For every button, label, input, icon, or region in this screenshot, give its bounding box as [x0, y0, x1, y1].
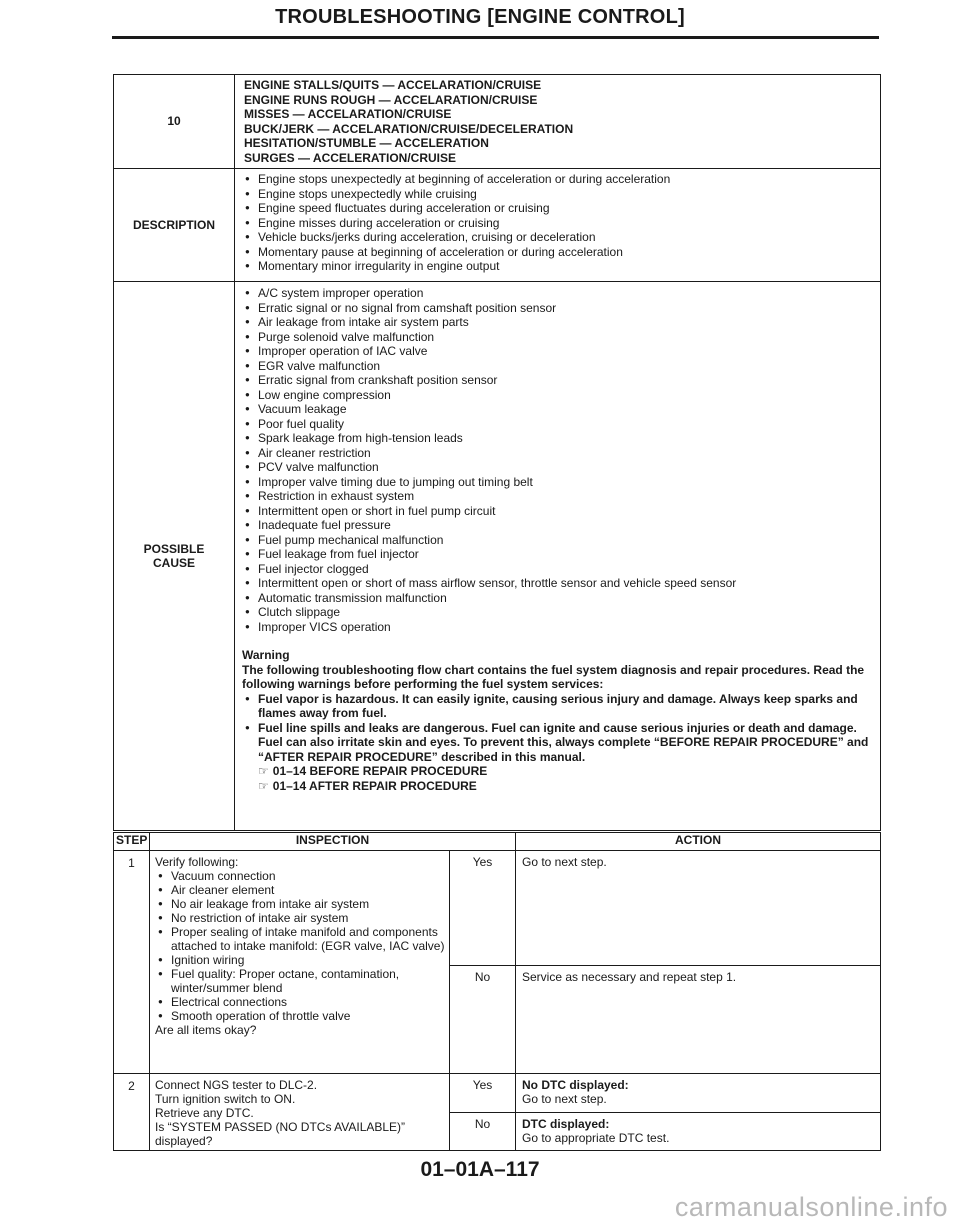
cause-item: ● Improper VICS operation: [242, 620, 880, 635]
inspection-item: ● Electrical connections: [155, 995, 445, 1009]
reference-pointer-icon: ☞: [258, 778, 269, 793]
cause-item: ● Inadequate fuel pressure: [242, 518, 880, 533]
warning-item: ● Fuel vapor is hazardous. It can easily ignite, causing serious injury and damage. Always keep sparks and flames away from fuel.: [242, 692, 870, 721]
cause-item: ● A/C system improper operation: [242, 286, 880, 301]
step-intro: Verify following:: [155, 855, 239, 869]
symptom-heading: BUCK/JERK — ACCELARATION/CRUISE/DECELERATION: [244, 121, 574, 136]
step-row: [114, 1074, 881, 1113]
step-number: 1: [114, 851, 150, 1074]
step-line: Turn ignition switch to ON.: [155, 1092, 296, 1106]
cause-item: ● Air cleaner restriction: [242, 446, 880, 461]
description-item: ● Engine misses during acceleration or cruising: [242, 216, 880, 231]
page-number: 01–01A–117: [420, 1158, 540, 1181]
no-action: Service as necessary and repeat step 1.: [516, 966, 881, 1074]
cause-item: ● Fuel pump mechanical malfunction: [242, 533, 880, 548]
cause-item: ● Intermittent open or short of mass airflow sensor, throttle sensor and vehicle speed sensor: [242, 576, 880, 591]
warning-intro: The following troubleshooting flow chart contains the fuel system diagnosis and repair procedures. Read the following warnings before performing the fuel system services:: [242, 662, 865, 691]
symptom-number: 10: [114, 75, 235, 169]
possible-cause-row: [114, 282, 881, 831]
inspection-header: INSPECTION: [150, 833, 516, 851]
cause-item: ● Fuel injector clogged: [242, 562, 880, 577]
inspection-item: ● Vacuum connection: [155, 869, 445, 883]
cause-item: ● Improper valve timing due to jumping out timing belt: [242, 475, 880, 490]
step-question: Are all items okay?: [155, 1023, 257, 1037]
no-label: No: [450, 1113, 516, 1151]
step-line: Retrieve any DTC.: [155, 1106, 254, 1120]
description-content: [235, 169, 881, 282]
cause-item: ● Intermittent open or short in fuel pump circuit: [242, 504, 880, 519]
action-title: No DTC displayed:: [522, 1078, 629, 1092]
cause-item: ● Low engine compression: [242, 388, 880, 403]
yes-action: [516, 1074, 881, 1113]
possible-cause-label-line: CAUSE: [152, 556, 195, 570]
reference-link[interactable]: 01–14 BEFORE REPAIR PROCEDURE: [272, 764, 488, 778]
inspection-item: ● Air cleaner element: [155, 883, 445, 897]
description-item: ● Engine speed fluctuates during acceleration or cruising: [242, 201, 880, 216]
watermark: carmanualsonline.info: [674, 1192, 948, 1222]
cause-item: ● Poor fuel quality: [242, 417, 880, 432]
cause-item: ● Erratic signal from crankshaft position sensor: [242, 373, 880, 388]
title-rule: [112, 36, 879, 39]
yes-action: Go to next step.: [516, 851, 881, 966]
cause-item: ● Automatic transmission malfunction: [242, 591, 880, 606]
inspection-item: ● No air leakage from intake air system: [155, 897, 445, 911]
warning-item: ● Fuel line spills and leaks are dangerous. Fuel can ignite and cause serious injuries or death and damage. Fuel can also irritate skin and eyes. To prevent this, always complete “BEFORE REPAIR PROCEDURE” and “AFTER REPAIR PROCEDURE” described in this manual.: [242, 721, 870, 765]
action-text: Go to appropriate DTC test.: [522, 1131, 670, 1146]
inspection-list: [155, 869, 445, 1023]
action-text: Go to next step.: [522, 1092, 607, 1106]
step-inspection: [150, 1074, 450, 1151]
cause-item: ● Restriction in exhaust system: [242, 489, 880, 504]
action-title: DTC displayed:: [522, 1117, 610, 1132]
yes-label: Yes: [450, 851, 516, 966]
inspection-item: ● Proper sealing of intake manifold and components attached to intake manifold: (EGR valve, IAC valve): [155, 925, 445, 953]
cause-item: ● Clutch slippage: [242, 605, 880, 620]
description-item: ● Engine stops unexpectedly at beginning of acceleration or during acceleration: [242, 172, 880, 187]
no-label: No: [450, 966, 516, 1074]
warning-heading: Warning: [242, 648, 290, 662]
reference-line: [242, 779, 870, 794]
steps-table: [113, 832, 881, 1151]
warning-block: [242, 648, 880, 793]
description-list: [242, 172, 880, 274]
description-label: DESCRIPTION: [114, 169, 235, 282]
possible-cause-content: [235, 282, 881, 831]
step-line: Connect NGS tester to DLC-2.: [155, 1078, 318, 1092]
cause-item: ● Purge solenoid valve malfunction: [242, 330, 880, 345]
cause-item: ● Improper operation of IAC valve: [242, 344, 880, 359]
cause-item: ● Erratic signal or no signal from camshaft position sensor: [242, 301, 880, 316]
cause-item: ● Fuel leakage from fuel injector: [242, 547, 880, 562]
step-line: Is “SYSTEM PASSED (NO DTCs AVAILABLE)” displayed?: [155, 1120, 406, 1148]
description-item: ● Momentary minor irregularity in engine output: [242, 259, 880, 274]
step-header: STEP: [114, 833, 150, 851]
reference-pointer-icon: ☞: [258, 764, 269, 778]
possible-cause-list: [242, 286, 880, 634]
page-title: TROUBLESHOOTING [ENGINE CONTROL]: [275, 6, 685, 28]
description-item: ● Vehicle bucks/jerks during acceleration, cruising or deceleration: [242, 230, 880, 245]
yes-label: Yes: [450, 1074, 516, 1113]
cause-item: ● Vacuum leakage: [242, 402, 880, 417]
no-action: [516, 1113, 881, 1151]
symptom-headings: [235, 75, 881, 169]
symptom-heading: ENGINE RUNS ROUGH — ACCELARATION/CRUISE: [244, 92, 538, 107]
cause-item: ● PCV valve malfunction: [242, 460, 880, 475]
reference-line: [242, 764, 870, 779]
symptom-heading: MISSES — ACCELARATION/CRUISE: [244, 107, 452, 121]
symptom-heading: ENGINE STALLS/QUITS — ACCELARATION/CRUISE: [244, 78, 542, 92]
step-row: [114, 851, 881, 966]
inspection-item: ● Smooth operation of throttle valve: [155, 1009, 445, 1023]
reference-link[interactable]: 01–14 AFTER REPAIR PROCEDURE: [272, 778, 477, 793]
action-header: ACTION: [516, 833, 881, 851]
cause-item: ● Spark leakage from high-tension leads: [242, 431, 880, 446]
description-row: [114, 169, 881, 282]
symptom-heading: HESITATION/STUMBLE — ACCELERATION: [244, 136, 489, 150]
symptom-table: [113, 74, 881, 831]
description-item: ● Momentary pause at beginning of acceleration or during acceleration: [242, 245, 880, 260]
inspection-item: ● Ignition wiring: [155, 953, 445, 967]
possible-cause-label: [114, 282, 235, 831]
description-item: ● Engine stops unexpectedly while cruising: [242, 187, 880, 202]
warning-list: [242, 692, 870, 765]
cause-item: ● EGR valve malfunction: [242, 359, 880, 374]
inspection-item: ● Fuel quality: Proper octane, contamination, winter/summer blend: [155, 967, 445, 995]
symptom-heading: SURGES — ACCELERATION/CRUISE: [244, 150, 457, 165]
inspection-item: ● No restriction of intake air system: [155, 911, 445, 925]
steps-header-row: [114, 833, 881, 851]
symptom-row: [114, 75, 881, 169]
step-number: 2: [114, 1074, 150, 1151]
step-inspection: [150, 851, 450, 1074]
possible-cause-label-line: POSSIBLE: [143, 541, 205, 556]
cause-item: ● Air leakage from intake air system parts: [242, 315, 880, 330]
